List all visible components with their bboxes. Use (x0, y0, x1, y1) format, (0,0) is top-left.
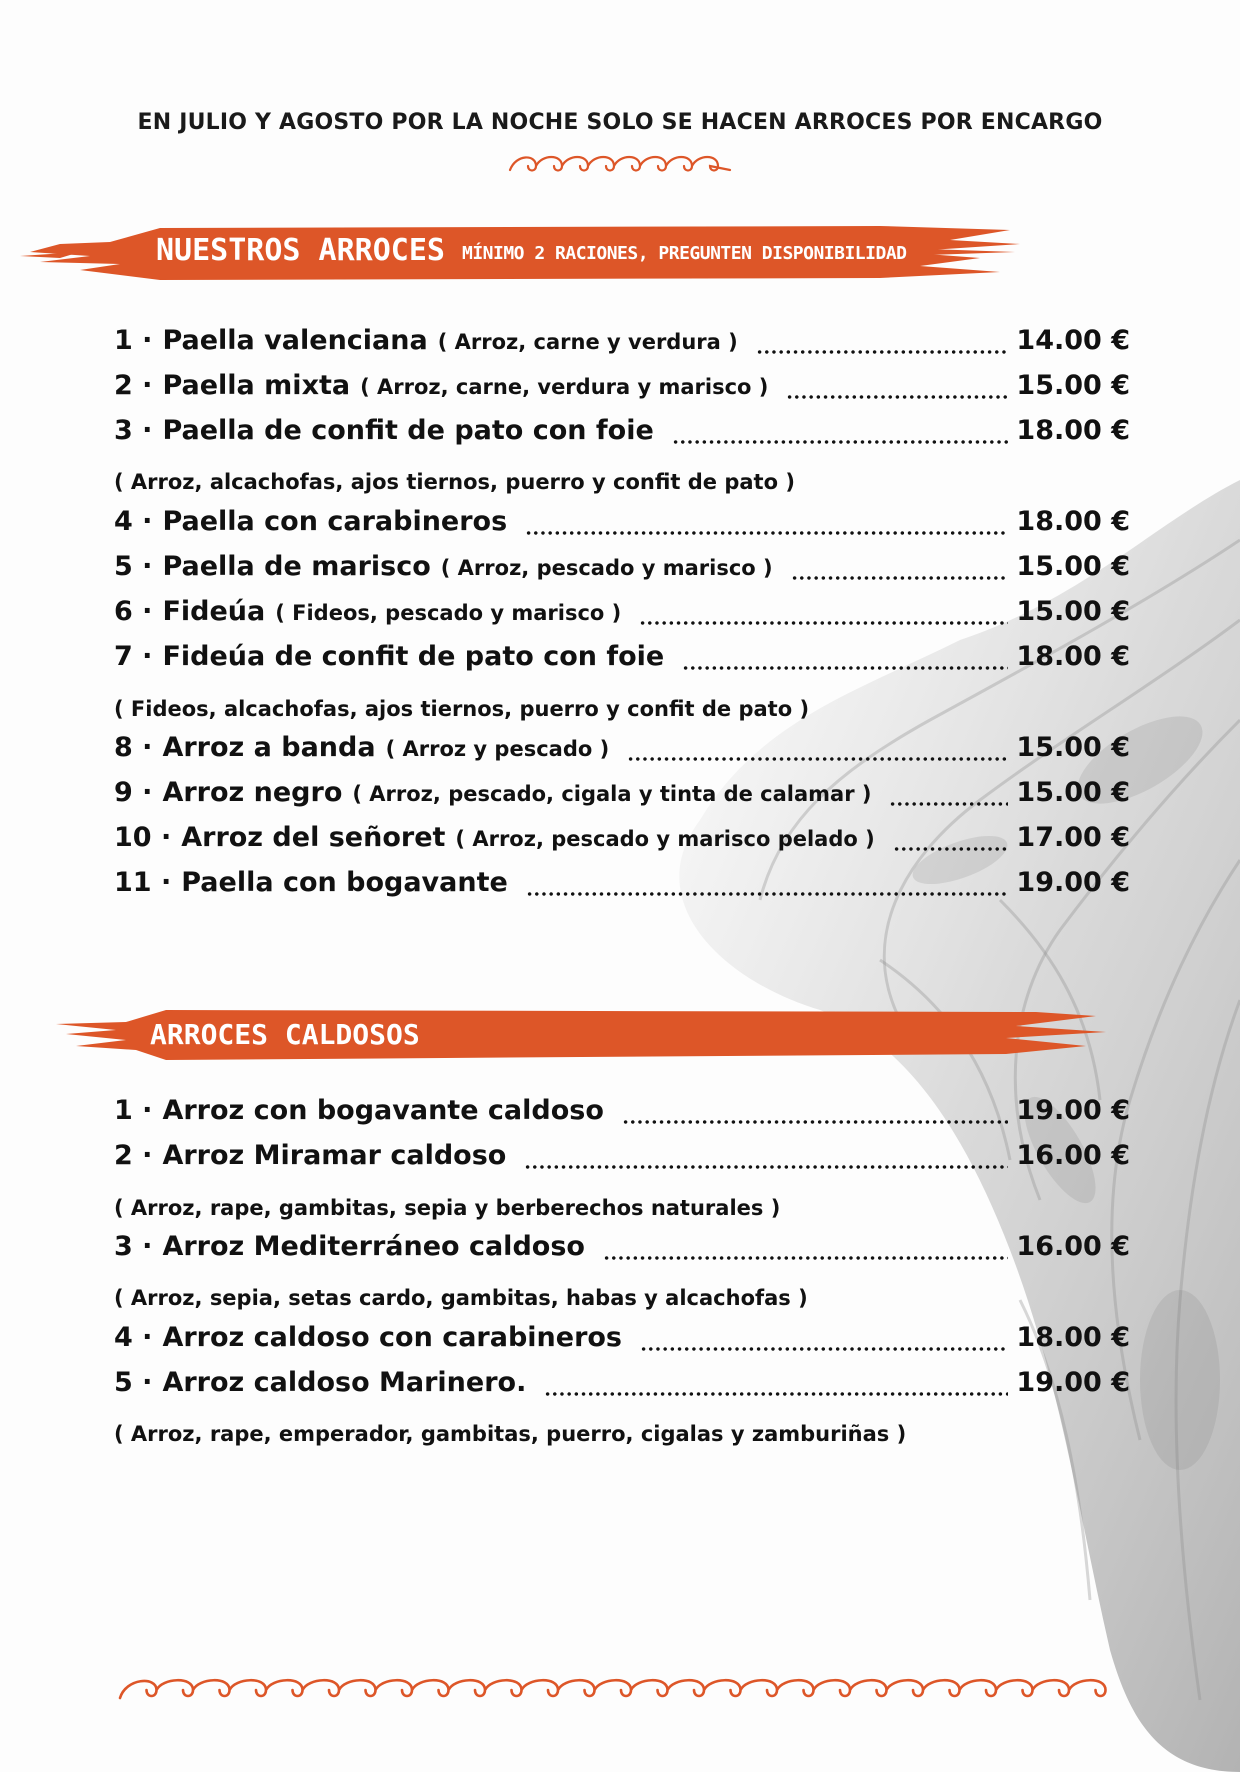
item-name: Arroz negro (162, 777, 343, 808)
item-number: 11 · (114, 867, 172, 898)
item-name: Arroz caldoso con carabineros (162, 1322, 623, 1353)
item-name: Arroz con bogavante caldoso (162, 1095, 604, 1126)
item-price: 19.00 € (1016, 1367, 1130, 1398)
item-price: 19.00 € (1016, 1095, 1130, 1126)
item-name: Paella de marisco (162, 551, 431, 582)
item-description: ( Arroz, carne y verdura ) (437, 330, 738, 354)
dot-leader (756, 349, 1009, 355)
menu-item (114, 777, 1130, 817)
item-description: ( Arroz, carne, verdura y marisco ) (360, 375, 769, 399)
section1-subtitle: MÍNIMO 2 RACIONES, PREGUNTEN DISPONIBILIDAD (462, 243, 907, 264)
item-price: 17.00 € (1016, 822, 1130, 853)
dot-leader (627, 756, 1008, 762)
menu-item (114, 822, 1130, 862)
section1-banner (20, 222, 1020, 282)
item-number: 3 · (114, 1231, 153, 1262)
dot-leader (640, 1346, 1008, 1352)
menu-item (114, 551, 1130, 591)
wave-ornament-top (506, 148, 734, 178)
item-number: 4 · (114, 506, 153, 537)
wave-ornament-bottom (118, 1668, 1122, 1708)
item-price: 15.00 € (1016, 777, 1130, 808)
item-price: 18.00 € (1016, 1322, 1130, 1353)
item-note: ( Fideos, alcachofas, ajos tiernos, puerro y confit de pato ) (114, 697, 810, 721)
item-name: Fideúa de confit de pato con foie (162, 641, 665, 672)
item-price: 15.00 € (1016, 732, 1130, 763)
item-number: 8 · (114, 732, 153, 763)
item-name: Paella valenciana (162, 325, 428, 356)
item-description: ( Arroz, pescado y marisco pelado ) (455, 827, 875, 851)
menu-item (114, 867, 1130, 907)
item-description: ( Fideos, pescado y marisco ) (275, 601, 622, 625)
menu-item (114, 370, 1130, 410)
item-price: 18.00 € (1016, 415, 1130, 446)
item-number: 7 · (114, 641, 153, 672)
item-number: 2 · (114, 370, 153, 401)
dot-leader (622, 1119, 1009, 1125)
item-price: 18.00 € (1016, 641, 1130, 672)
dot-leader (603, 1255, 1008, 1261)
dot-leader (682, 665, 1008, 671)
dot-leader (791, 575, 1009, 581)
item-note: ( Arroz, sepia, setas cardo, gambitas, habas y alcachofas ) (114, 1286, 808, 1310)
item-note: ( Arroz, alcachofas, ajos tiernos, puerro y confit de pato ) (114, 470, 795, 494)
item-name: Arroz del señoret (181, 822, 446, 853)
item-name: Arroz caldoso Marinero. (162, 1367, 527, 1398)
item-name: Paella con bogavante (181, 867, 508, 898)
item-name: Arroz a banda (162, 732, 376, 763)
item-price: 14.00 € (1016, 325, 1130, 356)
dot-leader (893, 846, 1009, 852)
menu-item (114, 1231, 1130, 1271)
item-price: 15.00 € (1016, 596, 1130, 627)
dot-leader (889, 801, 1008, 807)
item-price: 15.00 € (1016, 370, 1130, 401)
dot-leader (526, 891, 1009, 897)
section2-title: ARROCES CALDOSOS (150, 1018, 420, 1051)
menu-item (114, 506, 1130, 546)
item-note: ( Arroz, rape, emperador, gambitas, puerro, cigalas y zamburiñas ) (114, 1422, 907, 1446)
dot-leader (639, 620, 1008, 626)
menu-item (114, 641, 1130, 681)
item-price: 15.00 € (1016, 551, 1130, 582)
notice-text: EN JULIO Y AGOSTO POR LA NOCHE SOLO SE HACEN ARROCES POR ENCARGO (137, 110, 1103, 135)
menu-item (114, 1322, 1130, 1362)
item-name: Paella mixta (162, 370, 351, 401)
item-name: Paella con carabineros (162, 506, 508, 537)
menu-item (114, 732, 1130, 772)
menu-item (114, 1140, 1130, 1180)
item-number: 3 · (114, 415, 153, 446)
item-price: 16.00 € (1016, 1140, 1130, 1171)
item-name: Arroz Miramar caldoso (162, 1140, 507, 1171)
dot-leader (525, 530, 1008, 536)
dot-leader (524, 1164, 1008, 1170)
item-number: 6 · (114, 596, 153, 627)
section2-banner (56, 1006, 1106, 1066)
item-number: 1 · (114, 325, 153, 356)
item-price: 18.00 € (1016, 506, 1130, 537)
item-description: ( Arroz y pescado ) (385, 737, 610, 761)
section1-title: NUESTROS ARROCES (156, 233, 445, 268)
item-price: 16.00 € (1016, 1231, 1130, 1262)
item-name: Paella de confit de pato con foie (162, 415, 654, 446)
item-price: 19.00 € (1016, 867, 1130, 898)
wave-line (120, 1680, 1106, 1698)
item-description: ( Arroz, pescado y marisco ) (440, 556, 773, 580)
item-number: 1 · (114, 1095, 153, 1126)
item-number: 5 · (114, 551, 153, 582)
item-description: ( Arroz, pescado, cigala y tinta de calamar ) (352, 782, 872, 806)
item-number: 10 · (114, 822, 172, 853)
item-name: Fideúa (162, 596, 266, 627)
menu-item (114, 1367, 1130, 1407)
dot-leader (786, 394, 1008, 400)
menu-item (114, 1095, 1130, 1135)
item-number: 5 · (114, 1367, 153, 1398)
dot-leader (672, 439, 1009, 445)
menu-item (114, 325, 1130, 365)
item-name: Arroz Mediterráneo caldoso (162, 1231, 585, 1262)
item-number: 4 · (114, 1322, 153, 1353)
menu-item (114, 596, 1130, 636)
dot-leader (544, 1391, 1008, 1397)
item-number: 2 · (114, 1140, 153, 1171)
item-note: ( Arroz, rape, gambitas, sepia y berberechos naturales ) (114, 1196, 781, 1220)
item-number: 9 · (114, 777, 153, 808)
menu-item (114, 415, 1130, 455)
